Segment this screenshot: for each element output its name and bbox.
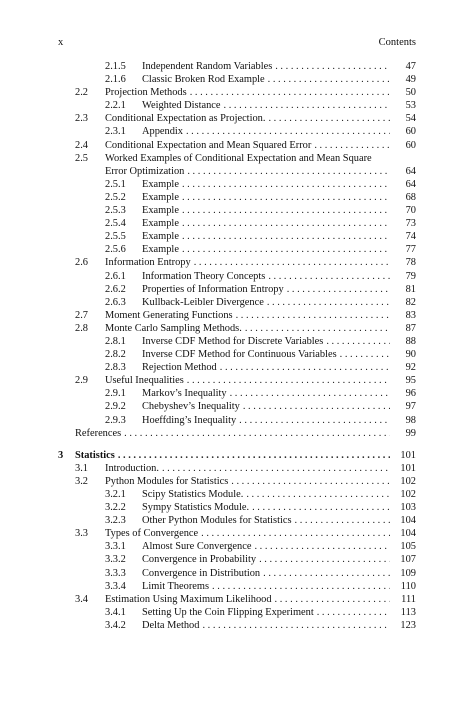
section-number: 2.8.2: [105, 349, 126, 361]
toc-entry[interactable]: [58, 540, 416, 553]
dot-leader: [317, 606, 390, 619]
toc-entry[interactable]: [58, 414, 416, 427]
dot-leader: [231, 475, 390, 488]
section-number: 3.2: [75, 475, 88, 487]
page-ref: 87: [405, 322, 416, 334]
table-of-contents: [58, 60, 416, 632]
section-number: 2.3.1: [105, 126, 126, 138]
toc-entry[interactable]: [58, 256, 416, 269]
dot-leader: [295, 514, 390, 527]
dot-leader: [182, 230, 390, 243]
section-number: 2.6.1: [105, 270, 126, 282]
dot-leader: [275, 593, 390, 606]
dot-leader: [268, 270, 390, 283]
section-title: Types of Convergence: [105, 528, 199, 540]
section-title: Projection Methods: [105, 87, 187, 99]
toc-entry[interactable]: [58, 60, 416, 73]
section-title: Example: [142, 178, 179, 190]
toc-entry[interactable]: [58, 593, 416, 606]
dot-leader: [118, 449, 390, 462]
page-ref: 77: [405, 244, 416, 256]
dot-leader: [268, 112, 390, 125]
section-number: 2.8: [75, 322, 88, 334]
page-ref: 123: [400, 619, 416, 631]
section-number: 2.5.6: [105, 244, 126, 256]
page-ref: 88: [405, 335, 416, 347]
dot-leader: [124, 427, 390, 440]
page-ref: 110: [400, 580, 416, 592]
dot-leader: [186, 125, 390, 138]
toc-entry[interactable]: [58, 178, 416, 191]
section-number: 3.2.1: [105, 489, 126, 500]
toc-entry[interactable]: [58, 387, 416, 400]
page-ref: 101: [400, 462, 416, 474]
section-number: 3.3: [75, 528, 88, 540]
section-number: 3.3.4: [105, 580, 126, 592]
section-number: 3.4.2: [105, 619, 126, 631]
section-number: 2.1.5: [105, 61, 126, 72]
section-title: Properties of Information Entropy: [142, 283, 284, 295]
dot-leader: [220, 361, 390, 374]
page-ref: 47: [405, 61, 416, 72]
dot-leader: [182, 191, 390, 204]
section-title: Almost Sure Convergence: [142, 541, 252, 553]
section-title: Conditional Expectation as Projection.: [105, 113, 266, 125]
page-ref: 97: [405, 401, 416, 413]
dot-leader: [201, 527, 390, 540]
dot-leader: [162, 462, 390, 475]
section-title: Moment Generating Functions: [105, 309, 233, 321]
page-ref: 50: [405, 87, 416, 99]
section-number: 2.1.6: [105, 74, 126, 86]
running-header: [58, 37, 416, 51]
section-number: 3.3.2: [105, 554, 126, 566]
section-number: 2.9.2: [105, 401, 126, 413]
section-number: 2.5.4: [105, 218, 126, 230]
dot-leader: [243, 400, 390, 413]
page-ref: 95: [405, 375, 416, 387]
toc-entry[interactable]: [58, 475, 416, 488]
section-title: Example: [142, 231, 179, 243]
section-title: Useful Inequalities: [105, 375, 184, 387]
dot-leader: [182, 217, 390, 230]
section-number: 2.5.5: [105, 231, 126, 243]
toc-entry[interactable]: [58, 619, 416, 632]
toc-entry[interactable]: [58, 488, 416, 501]
section-title: Conditional Expectation and Mean Squared Error: [105, 139, 312, 151]
toc-entry[interactable]: [58, 348, 416, 361]
toc-entry[interactable]: [58, 73, 416, 86]
dot-leader: [236, 309, 390, 322]
section-title: Estimation Using Maximum Likelihood: [105, 593, 272, 605]
section-title: Kullback-Leibler Divergence: [142, 296, 264, 308]
section-number: 2.4: [75, 139, 88, 151]
toc-entry[interactable]: [58, 152, 416, 165]
section-number: 2.2: [75, 87, 88, 99]
page-ref: 90: [405, 349, 416, 361]
section-title: Worked Examples of Conditional Expectation and Mean Square: [105, 152, 372, 164]
dot-leader: [182, 178, 390, 191]
toc-entry[interactable]: [58, 462, 416, 475]
section-title: Sympy Statistics Module.: [142, 502, 250, 514]
chapter-spacer: [58, 440, 416, 449]
toc-entry[interactable]: [58, 567, 416, 580]
dot-leader: [202, 619, 390, 632]
section-title: Inverse CDF Method for Continuous Variables: [142, 349, 337, 361]
dot-leader: [239, 414, 390, 427]
page-ref: 101: [400, 449, 416, 461]
section-title: Error Optimization: [105, 165, 185, 177]
page-ref: 81: [405, 283, 416, 295]
page-ref: 54: [405, 113, 416, 125]
page-ref: 78: [405, 257, 416, 269]
section-title: Information Theory Concepts: [142, 270, 266, 282]
section-title: Other Python Modules for Statistics: [142, 515, 292, 527]
dot-leader: [246, 488, 390, 501]
toc-entry[interactable]: [58, 243, 416, 256]
toc-entry[interactable]: [58, 86, 416, 99]
section-number: 2.9.1: [105, 388, 126, 400]
dot-leader: [224, 99, 390, 112]
section-number: 2.7: [75, 309, 88, 321]
toc-entry[interactable]: [58, 217, 416, 230]
toc-entry[interactable]: [58, 322, 416, 335]
section-title: Convergence in Distribution: [142, 567, 261, 579]
page-ref: 104: [400, 528, 416, 540]
toc-entry[interactable]: [58, 514, 416, 527]
running-title: Contents: [378, 37, 416, 48]
dot-leader: [230, 387, 390, 400]
section-number: 3.4: [75, 593, 88, 605]
section-number: 3.1: [75, 462, 88, 474]
toc-entry[interactable]: [58, 580, 416, 593]
toc-chapter-entry[interactable]: [58, 449, 416, 462]
section-title: Hoeffding’s Inequality: [142, 414, 237, 426]
section-title: Rejection Method: [142, 362, 217, 374]
section-title: Python Modules for Statistics: [105, 475, 229, 487]
section-title: Convergence in Probability: [142, 554, 257, 566]
section-title: Appendix: [142, 126, 183, 138]
section-number: 2.6.3: [105, 296, 126, 308]
section-title: Independent Random Variables: [142, 61, 273, 72]
toc-entry[interactable]: [58, 527, 416, 540]
page-ref: 79: [405, 270, 416, 282]
dot-leader: [182, 204, 390, 217]
dot-leader: [259, 553, 390, 566]
dot-leader: [287, 283, 390, 296]
dot-leader: [252, 501, 390, 514]
section-title: Inverse CDF Method for Discrete Variables: [142, 335, 324, 347]
section-number: 2.5.2: [105, 191, 126, 203]
toc-references-entry[interactable]: [58, 427, 416, 440]
section-number: 2.5.3: [105, 205, 126, 217]
toc-entry[interactable]: [58, 230, 416, 243]
page-ref: 68: [405, 191, 416, 203]
toc-entry[interactable]: [58, 335, 416, 348]
section-number: 2.8.3: [105, 362, 126, 374]
page-ref: 111: [401, 593, 416, 605]
section-number: 3.4.1: [105, 606, 126, 618]
section-number: 2.6: [75, 257, 88, 269]
page-ref: 113: [400, 606, 416, 618]
dot-leader: [267, 296, 390, 309]
dot-leader: [187, 165, 390, 178]
page-ref: 109: [400, 567, 416, 579]
section-number: 3.2.2: [105, 502, 126, 514]
section-title: Limit Theorems: [142, 580, 210, 592]
page-number: x: [58, 37, 64, 48]
toc-entry[interactable]: [58, 165, 416, 178]
section-title: Chebyshev’s Inequality: [142, 401, 240, 413]
page-ref: 73: [405, 218, 416, 230]
section-title: Example: [142, 191, 179, 203]
toc-entry[interactable]: [58, 125, 416, 138]
toc-entry[interactable]: [58, 283, 416, 296]
dot-leader: [190, 86, 390, 99]
toc-entry[interactable]: [58, 191, 416, 204]
section-title: Information Entropy: [105, 257, 191, 269]
page-ref: 99: [405, 427, 416, 439]
section-title: Statistics: [75, 449, 115, 461]
dot-leader: [245, 322, 390, 335]
section-title: Scipy Statistics Module.: [142, 489, 244, 500]
page-ref: 53: [405, 100, 416, 112]
section-number: 3.3.1: [105, 541, 126, 553]
page-ref: 104: [400, 515, 416, 527]
toc-entry[interactable]: [58, 606, 416, 619]
page-ref: 103: [400, 502, 416, 514]
toc-entry[interactable]: [58, 400, 416, 413]
dot-leader: [340, 348, 390, 361]
toc-entry[interactable]: [58, 361, 416, 374]
section-title: Example: [142, 244, 179, 256]
section-number: 3.3.3: [105, 567, 126, 579]
section-number: 2.6.2: [105, 283, 126, 295]
dot-leader: [275, 60, 390, 73]
toc-entry[interactable]: [58, 374, 416, 387]
toc-entry[interactable]: [58, 204, 416, 217]
section-number: 2.3: [75, 113, 88, 125]
dot-leader: [263, 567, 390, 580]
toc-entry[interactable]: [58, 112, 416, 125]
page-ref: 64: [405, 178, 416, 190]
section-number: 3: [58, 449, 64, 461]
toc-entry[interactable]: [58, 270, 416, 283]
toc-entry[interactable]: [58, 309, 416, 322]
section-number: 2.9: [75, 375, 88, 387]
page-ref: 70: [405, 205, 416, 217]
section-number: 3.2.3: [105, 515, 126, 527]
section-title: Markov’s Inequality: [142, 388, 227, 400]
page-ref: 102: [400, 475, 416, 487]
page-ref: 96: [405, 388, 416, 400]
toc-entry[interactable]: [58, 139, 416, 152]
section-title: Example: [142, 218, 179, 230]
section-number: 2.8.1: [105, 335, 126, 347]
dot-leader: [187, 374, 390, 387]
page-ref: 74: [405, 231, 416, 243]
page-ref: 82: [405, 296, 416, 308]
dot-leader: [194, 256, 390, 269]
section-number: 2.5: [75, 152, 88, 164]
page-ref: 105: [400, 541, 416, 553]
page-ref: 60: [405, 126, 416, 138]
toc-entry[interactable]: [58, 501, 416, 514]
section-title: Setting Up the Coin Flipping Experiment: [142, 606, 314, 618]
section-number: 2.9.3: [105, 414, 126, 426]
section-title: Example: [142, 205, 179, 217]
dot-leader: [314, 139, 390, 152]
section-number: 2.5.1: [105, 178, 126, 190]
dot-leader: [268, 73, 390, 86]
section-title: Classic Broken Rod Example: [142, 74, 265, 86]
page-ref: 92: [405, 362, 416, 374]
section-title: Introduction.: [105, 462, 159, 474]
page-ref: 49: [405, 74, 416, 86]
page-ref: 60: [405, 139, 416, 151]
dot-leader: [254, 540, 390, 553]
page-ref: 64: [405, 165, 416, 177]
page-ref: 107: [400, 554, 416, 566]
section-title: Weighted Distance: [142, 100, 221, 112]
toc-entry[interactable]: [58, 296, 416, 309]
dot-leader: [182, 243, 390, 256]
toc-entry[interactable]: [58, 553, 416, 566]
section-number: 2.2.1: [105, 100, 126, 112]
toc-entry[interactable]: [58, 99, 416, 112]
dot-leader: [212, 580, 390, 593]
section-title: References: [75, 427, 122, 439]
dot-leader: [326, 335, 390, 348]
page-ref: 83: [405, 309, 416, 321]
section-title: Monte Carlo Sampling Methods.: [105, 322, 242, 334]
page-ref: 102: [400, 489, 416, 500]
page-ref: 98: [405, 414, 416, 426]
section-title: Delta Method: [142, 619, 200, 631]
